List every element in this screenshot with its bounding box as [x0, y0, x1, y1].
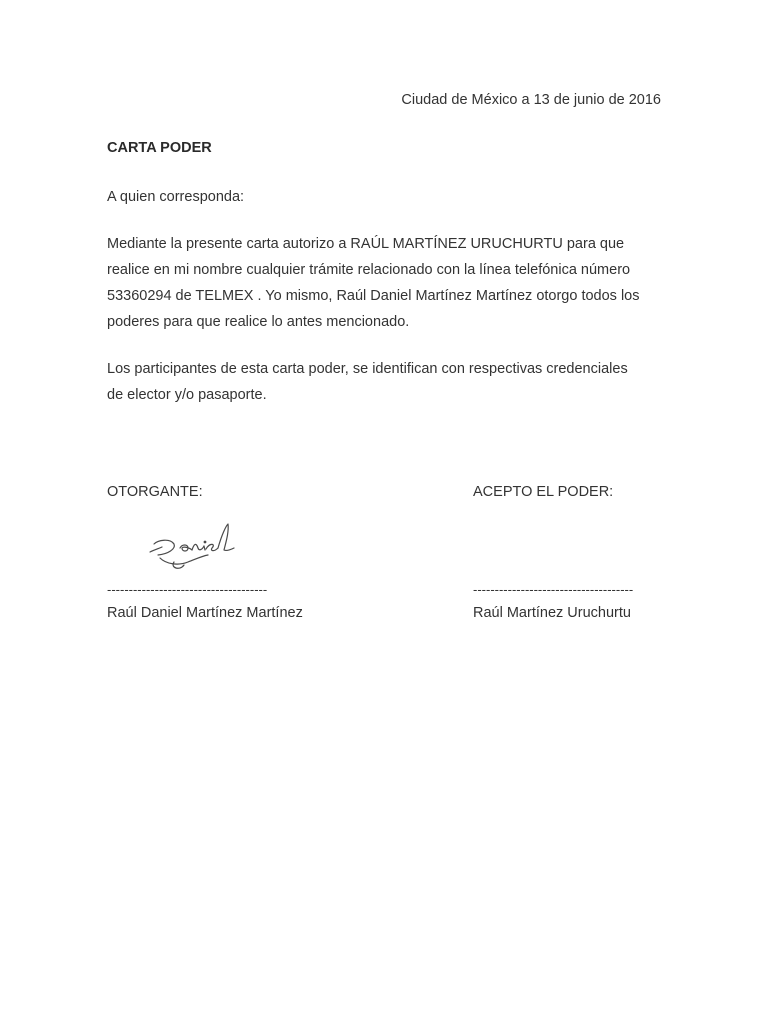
attorney-label: ACEPTO EL PODER: [473, 484, 614, 500]
paragraph-line: 53360294 de TELMEX . Yo mismo, Raúl Daniel Martínez Martínez otorgo todos los [107, 288, 640, 304]
grantor-signature-line: ------------------------------------- [107, 582, 268, 597]
handwritten-signature [144, 518, 240, 572]
paragraph-line: Mediante la presente carta autorizo a RAÚL MARTÍNEZ URUCHURTU para que [107, 236, 625, 252]
paragraph-line: realice en mi nombre cualquier trámite relacionado con la línea telefónica número [107, 262, 631, 278]
authorization-paragraph [107, 231, 667, 335]
date-line: Ciudad de México a 13 de junio de 2016 [401, 92, 661, 108]
document-title: CARTA PODER [107, 140, 212, 156]
attorney-signature-line: ------------------------------------- [473, 582, 634, 597]
grantor-name: Raúl Daniel Martínez Martínez [107, 605, 303, 621]
paragraph-line: Los participantes de esta carta poder, se identifican con respectivas credenciales [107, 361, 628, 377]
attorney-name: Raúl Martínez Uruchurtu [473, 605, 631, 621]
greeting: A quien corresponda: [107, 189, 245, 205]
paragraph-line: poderes para que realice lo antes mencionado. [107, 314, 410, 330]
paragraph-line: de elector y/o pasaporte. [107, 387, 267, 403]
identification-paragraph [107, 356, 667, 408]
grantor-label: OTORGANTE: [107, 484, 203, 500]
